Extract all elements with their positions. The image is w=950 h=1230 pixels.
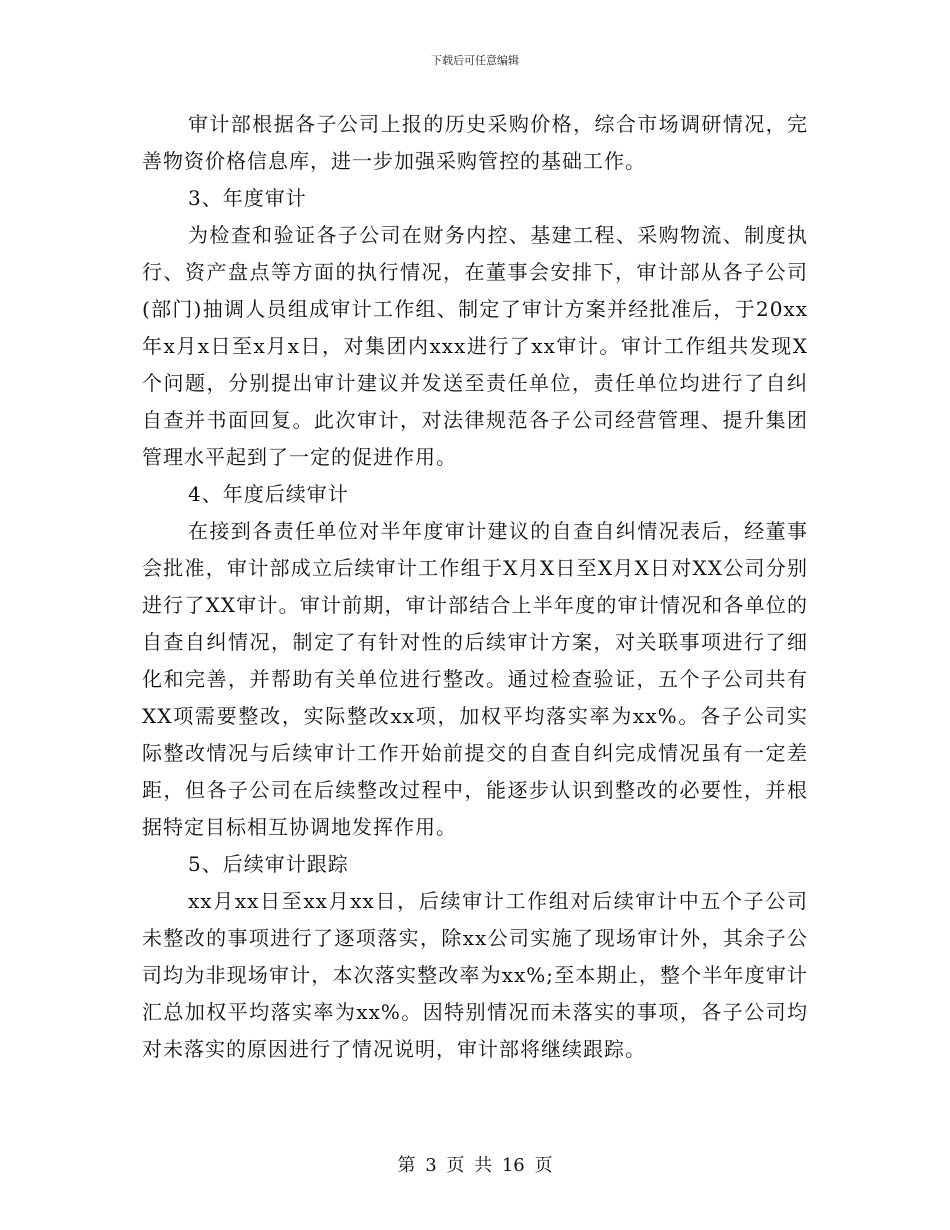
- paragraph-price-database: 审计部根据各子公司上报的历史采购价格，综合市场调研情况，完善物资价格信息库，进一步加强采购管控的基础工作。: [142, 112, 808, 173]
- paragraph-annual-audit: 为检查和验证各子公司在财务内控、基建工程、采购物流、制度执行、资产盘点等方面的执行情况，在董事会安排下，审计部从各子公司(部门)抽调人员组成审计工作组、制定了审计方案并经批准后，于20xx年x月x日至x月x日，对集团内xxx进行了xx审计。审计工作组共发现X个问题，分别提出审计建议并发送至责任单位，责任单位均进行了自纠自查并书面回复。此次审计，对法律规范各子公司经营管理、提升集团管理水平起到了一定的促进作用。: [142, 223, 808, 469]
- section-heading-audit-tracking: 5、后续审计跟踪: [188, 852, 349, 876]
- section-heading-followup-audit: 4、年度后续审计: [188, 482, 349, 506]
- page-number-footer: 第 3 页 共 16 页: [397, 1155, 553, 1176]
- paragraph-audit-tracking: xx月xx日至xx月xx日，后续审计工作组对后续审计中五个子公司未整改的事项进行了逐项落实，除xx公司实施了现场审计外，其余子公司均为非现场审计，本次落实整改率为xx%;至本期止，整个半年度审计汇总加权平均落实率为xx%。因特别情况而未落实的事项，各子公司均对未落实的原因进行了情况说明，审计部将继续跟踪。: [142, 889, 808, 1061]
- page-header: 下载后可任意编辑: [431, 54, 519, 67]
- section-heading-annual-audit: 3、年度审计: [188, 186, 307, 210]
- document-body: [142, 106, 808, 1068]
- paragraph-followup-audit: 在接到各责任单位对半年度审计建议的自查自纠情况表后，经董事会批准，审计部成立后续审计工作组于X月X日至X月X日对XX公司分别进行了XX审计。审计前期，审计部结合上半年度的审计情况和各单位的自查自纠情况，制定了有针对性的后续审计方案，对关联事项进行了细化和完善，并帮助有关单位进行整改。通过检查验证，五个子公司共有XX项需要整改，实际整改xx项，加权平均落实率为xx%。各子公司实际整改情况与后续审计工作开始前提交的自查自纠完成情况虽有一定差距，但各子公司在后续整改过程中，能逐步认识到整改的必要性，并根据特定目标相互协调地发挥作用。: [142, 519, 808, 839]
